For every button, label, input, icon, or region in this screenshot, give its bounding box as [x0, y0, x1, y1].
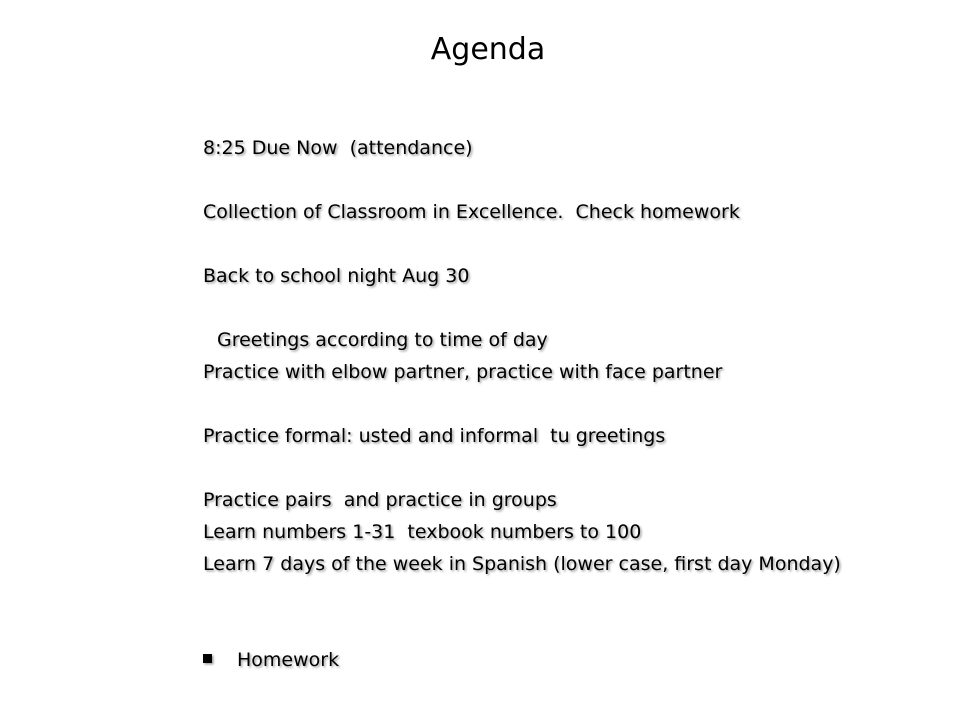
- bullet-item-homework: [203, 644, 943, 676]
- spacer: [203, 228, 943, 260]
- agenda-item-learn-days: Learn 7 days of the week in Spanish (lower case, first day Monday): [203, 553, 841, 575]
- agenda-item-practice-pairs: Practice pairs and practice in groups: [203, 489, 557, 511]
- agenda-item-practice-formal: Practice formal: usted and informal tu greetings: [203, 425, 666, 447]
- spacer: [203, 164, 943, 196]
- square-bullet-icon: [203, 654, 212, 663]
- agenda-item-learn-numbers: Learn numbers 1-31 texbook numbers to 100: [203, 521, 642, 543]
- spacer: [203, 388, 943, 420]
- slide-title: Agenda: [430, 32, 546, 67]
- bullet-label-homework: Homework: [237, 649, 340, 671]
- agenda-item-back-to-school: Back to school night Aug 30: [203, 265, 470, 287]
- spacer: [203, 580, 943, 644]
- spacer: [203, 292, 943, 324]
- agenda-item-collection: Collection of Classroom in Excellence. Check homework: [203, 201, 740, 223]
- spacer: [203, 452, 943, 484]
- agenda-item-greetings: Greetings according to time of day: [217, 329, 548, 351]
- agenda-item-practice-partners: Practice with elbow partner, practice with face partner: [203, 361, 723, 383]
- agenda-item-attendance: 8:25 Due Now (attendance): [203, 137, 473, 159]
- agenda-body: [203, 132, 943, 676]
